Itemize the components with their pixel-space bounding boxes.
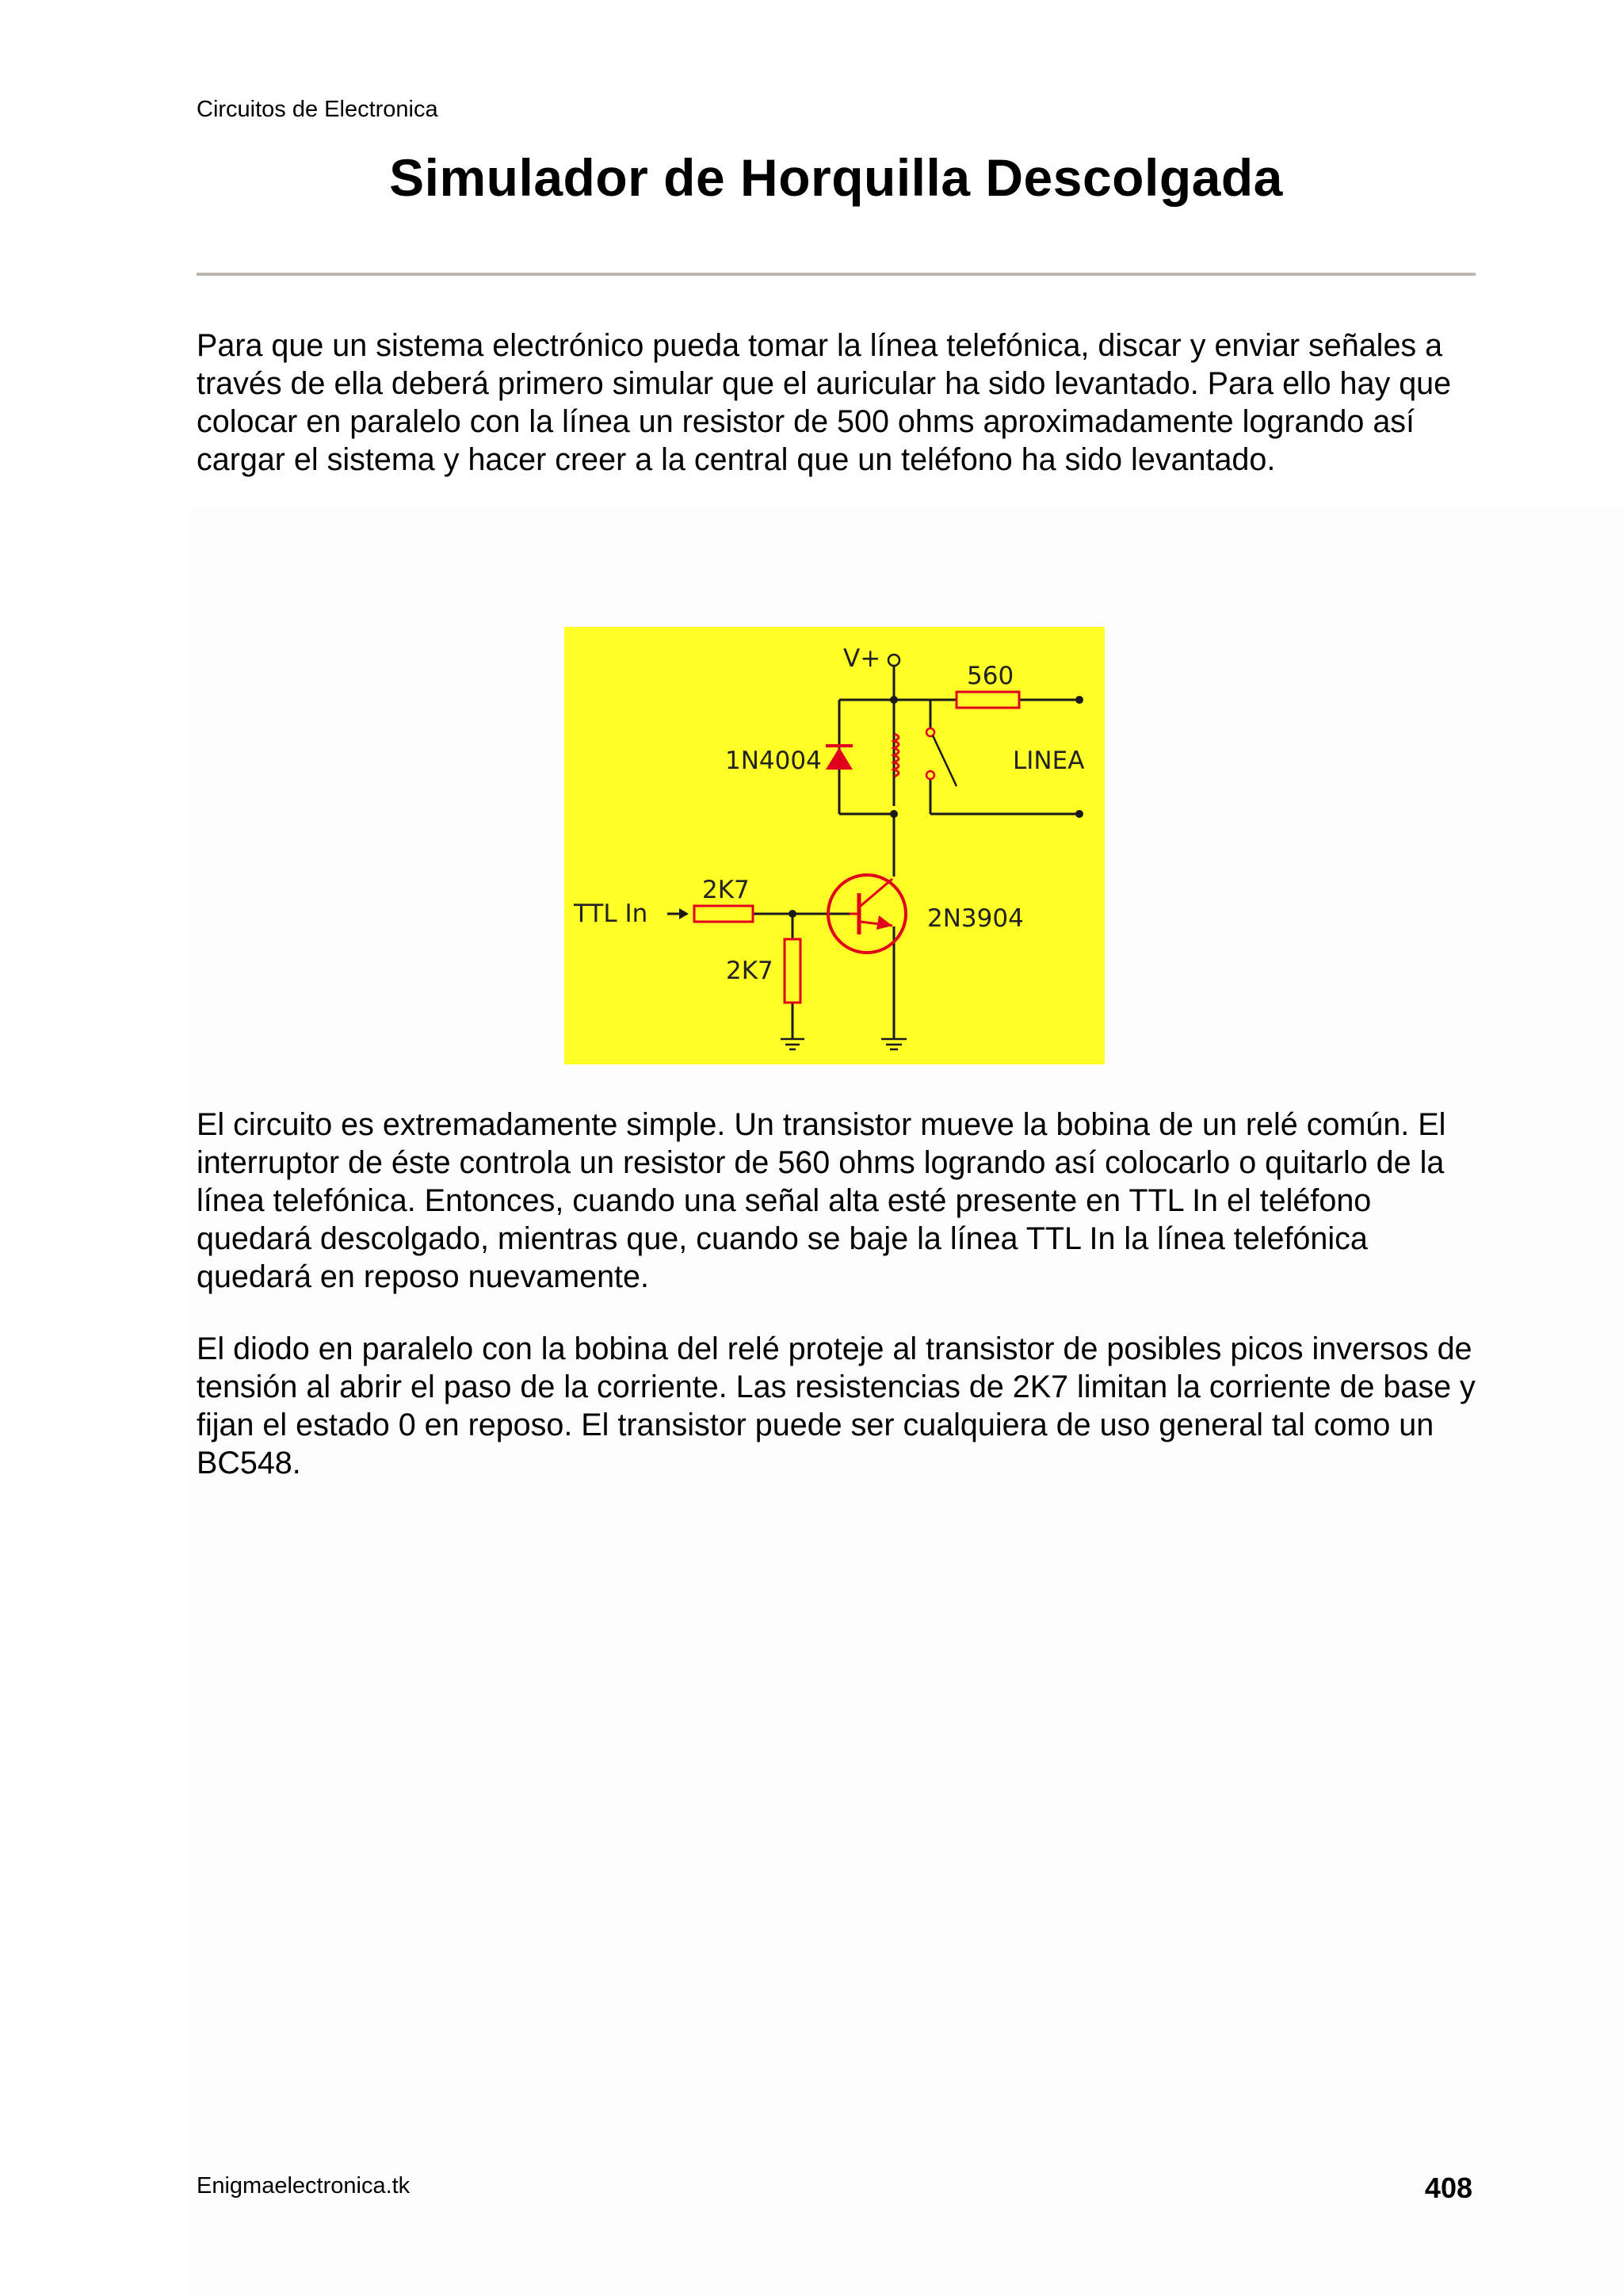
label-resistor-560: 560 bbox=[967, 662, 1014, 690]
resistor-560 bbox=[957, 692, 1019, 708]
label-resistor-pulldown: 2K7 bbox=[726, 957, 773, 985]
label-transistor: 2N3904 bbox=[927, 904, 1024, 933]
label-linea: LINEA bbox=[1013, 747, 1085, 775]
label-diode: 1N4004 bbox=[725, 747, 822, 775]
line-terminal-dot bbox=[1075, 810, 1083, 818]
footer-site: Enigmaelectronica.tk bbox=[197, 2173, 411, 2199]
label-supply: V+ bbox=[843, 644, 881, 673]
schematic-background bbox=[564, 627, 1105, 1064]
resistor-2k7-base bbox=[694, 906, 753, 922]
title-divider bbox=[197, 273, 1476, 276]
supply-terminal bbox=[888, 655, 899, 666]
junction-dot bbox=[890, 696, 898, 704]
circuit-schematic bbox=[564, 627, 1105, 1064]
circuit-description-paragraph: El circuito es extremadamente simple. Un transistor mueve la bobina de un relé común. El interruptor de éste controla un resistor de 560 ohms logrando así colocarlo o quitarlo de la línea telefónica. Entonces, cuando una señal alta esté presente en TTL In el teléfono quedará descolgado, mientras que, cuando se baje la línea TTL In la línea telefónica quedará en reposo nuevamente. bbox=[197, 1107, 1446, 1294]
page-title: Simulador de Horquilla Descolgada bbox=[389, 148, 1283, 207]
diode-description-paragraph: El diodo en paralelo con la bobina del relé proteje al transistor de posibles picos inversos de tensión al abrir el paso de la corriente. Las resistencias de 2K7 limitan la corriente de base y fijan el estado 0 en reposo. El transistor puede ser cualquiera de uso general tal como un BC548. bbox=[197, 1331, 1476, 1480]
header-section-label: Circuitos de Electronica bbox=[197, 97, 438, 122]
label-resistor-base: 2K7 bbox=[702, 876, 750, 904]
junction-dot bbox=[789, 910, 796, 918]
intro-paragraph: Para que un sistema electrónico pueda tomar la línea telefónica, discar y enviar señales a través de ella deberá primero simular que el auricular ha sido levantado. Para ello hay que colocar en paralelo con la línea un resistor de 500 ohms aproximadamente logrando así cargar el sistema y hacer creer a la central que un teléfono ha sido levantado. bbox=[197, 328, 1452, 477]
line-terminal-dot bbox=[1075, 696, 1083, 704]
label-ttl-in: TTL In bbox=[574, 900, 648, 928]
junction-dot bbox=[890, 810, 898, 818]
page-number: 408 bbox=[1424, 2172, 1472, 2204]
resistor-2k7-pulldown bbox=[785, 939, 800, 1003]
